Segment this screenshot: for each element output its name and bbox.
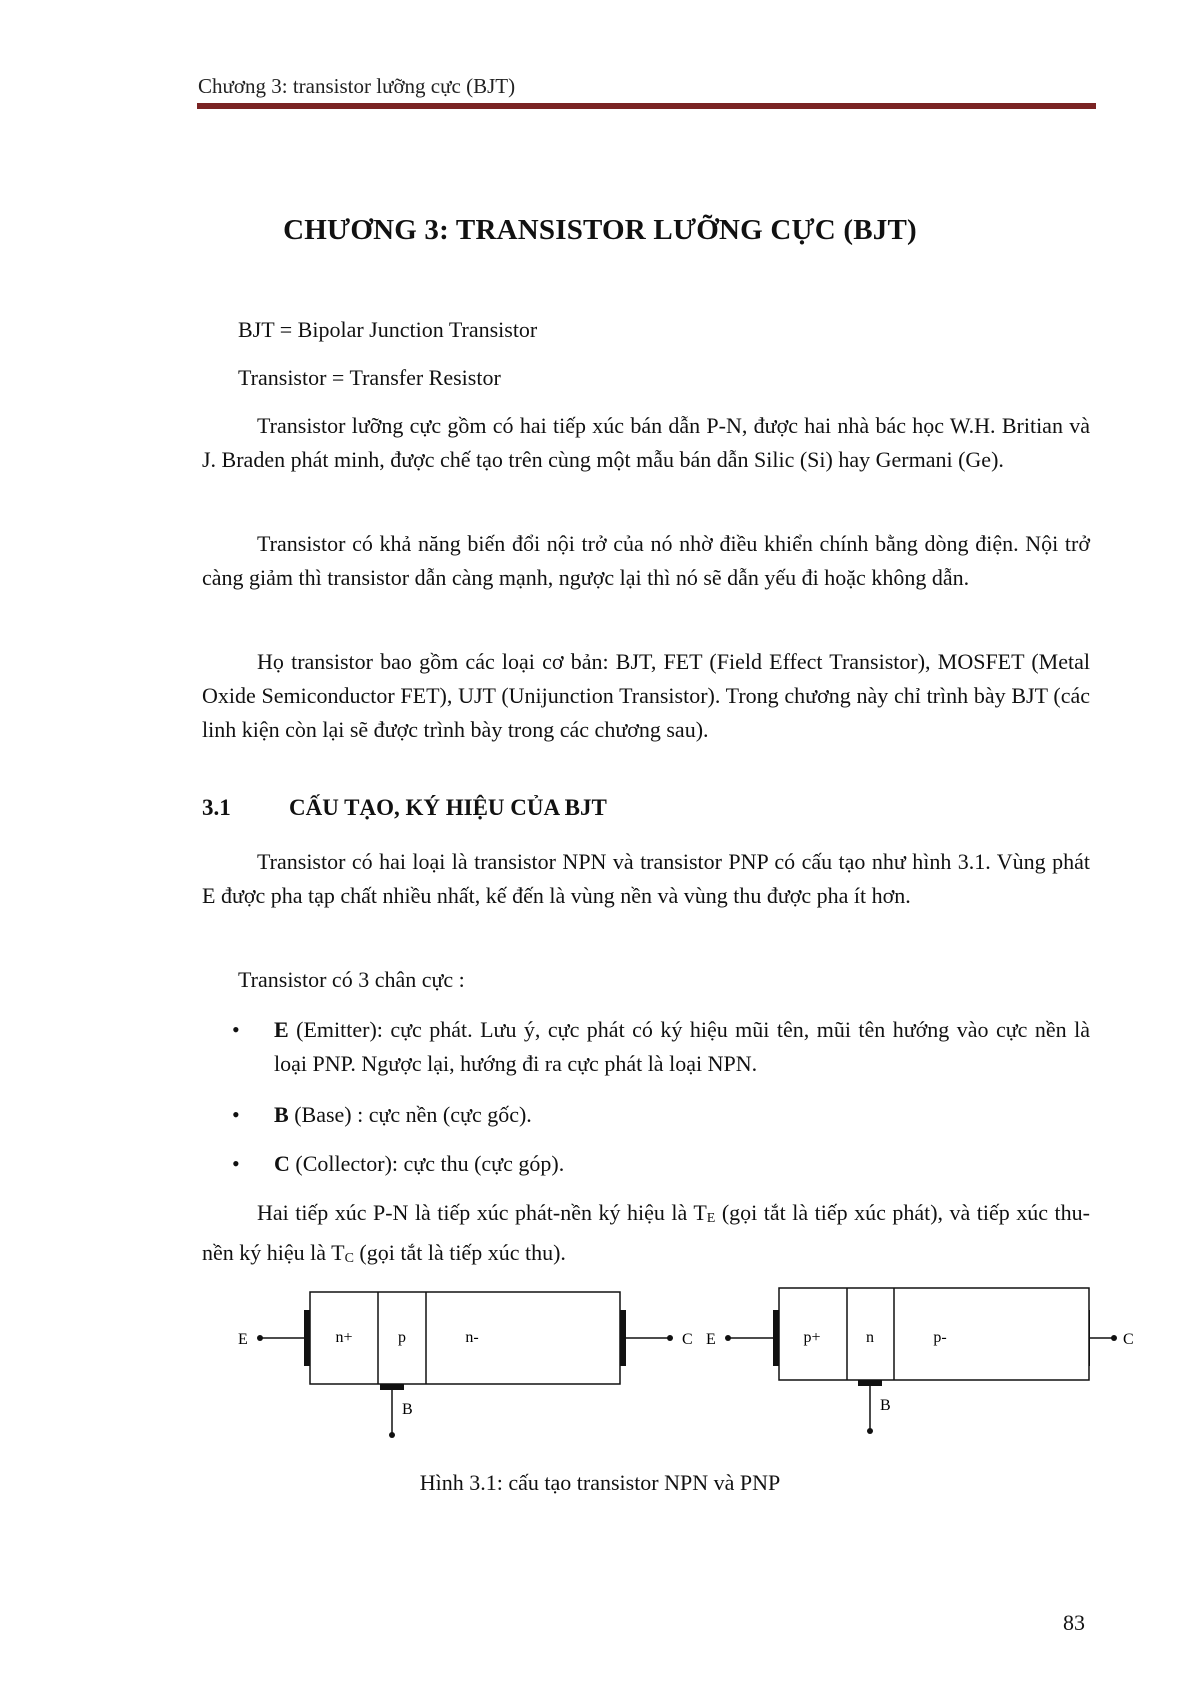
pnp-emitter-label: E bbox=[706, 1331, 716, 1348]
bullet-term: E bbox=[274, 1017, 289, 1042]
subscript-c: C bbox=[344, 1251, 354, 1266]
pnp-base-contact bbox=[858, 1380, 882, 1386]
definition-transistor: Transistor = Transfer Resistor bbox=[238, 365, 501, 390]
bullet-base bbox=[202, 1098, 1090, 1132]
pnp-collector-label: C bbox=[1123, 1331, 1134, 1348]
junctions-text-3: (gọi tắt là tiếp xúc thu). bbox=[353, 1240, 566, 1265]
npn-base-label: B bbox=[402, 1401, 413, 1418]
figure-caption: Hình 3.1: cấu tạo transistor NPN và PNP bbox=[419, 1470, 781, 1495]
terminals-intro: Transistor có 3 chân cực : bbox=[238, 967, 465, 992]
bullet-text bbox=[274, 1098, 1090, 1132]
header-rule bbox=[197, 103, 1096, 109]
running-header: Chương 3: transistor lưỡng cực (BJT) bbox=[198, 74, 516, 98]
junctions-text-1: Hai tiếp xúc P-N là tiếp xúc phát-nền ký hiệu là T bbox=[257, 1200, 707, 1225]
bullet-collector bbox=[202, 1147, 1090, 1181]
paragraph-3: Họ transistor bao gồm các loại cơ bản: BJT, FET (Field Effect Transistor), MOSFET (Metal Oxide Semiconductor FET), UJT (Unijunction Transistor). Trong chương này chỉ trình bày BJT (các linh kiện còn lại sẽ được trình bày trong các chương sau). bbox=[202, 649, 1090, 742]
subscript-e: E bbox=[706, 1211, 716, 1226]
pnp-collector-dot bbox=[1111, 1335, 1117, 1341]
npn-region-collector: n- bbox=[465, 1329, 479, 1346]
section-title: CẤU TẠO, KÝ HIỆU CỦA BJT bbox=[289, 795, 607, 820]
pnp-diagram bbox=[706, 1288, 1090, 1380]
npn-collector-dot bbox=[667, 1335, 673, 1341]
npn-emitter-label: E bbox=[238, 1331, 248, 1348]
paragraph-2: Transistor có khả năng biến đổi nội trở của nó nhờ điều khiển chính bằng dòng điện. Nội trở càng giảm thì transistor dẫn càng mạnh, ngược lại thì nó sẽ dẫn yếu đi hoặc không dẫn. bbox=[202, 531, 1090, 590]
bullet-dot: • bbox=[232, 1102, 240, 1127]
bullet-desc: (Emitter): cực phát. Lưu ý, cực phát có ký hiệu mũi tên, mũi tên hướng vào cực nền là loại PNP. Ngược lại, hướng đi ra cực phát là loại NPN. bbox=[274, 1017, 1090, 1076]
pnp-base-terminal bbox=[850, 1380, 910, 1450]
junctions-text-2: (gọi tắt là tiếp xúc phát), và tiếp xúc thu-nền ký hiệu là T bbox=[202, 1200, 1090, 1265]
bullet-dot: • bbox=[232, 1151, 240, 1176]
page-number: 83 bbox=[1063, 1610, 1085, 1635]
pnp-base-label: B bbox=[880, 1397, 891, 1414]
section-heading bbox=[202, 795, 607, 821]
npn-collector-contact bbox=[620, 1310, 626, 1366]
bullet-term: C bbox=[274, 1151, 290, 1176]
npn-emitter-contact bbox=[304, 1310, 310, 1366]
npn-region-base: p bbox=[398, 1329, 406, 1346]
pnp-emitter-contact bbox=[773, 1310, 779, 1366]
junctions-paragraph bbox=[202, 1196, 1090, 1276]
pnp-region-emitter: p+ bbox=[803, 1329, 821, 1346]
npn-diagram bbox=[238, 1292, 693, 1438]
paragraph-1: Transistor lưỡng cực gồm có hai tiếp xúc bán dẫn P-N, được hai nhà bác học W.H. Britian và J. Braden phát minh, được chế tạo trên cùng một mẫu bán dẫn Silic (Si) hay Germani (Ge). bbox=[202, 413, 1090, 472]
npn-region-emitter: n+ bbox=[335, 1329, 353, 1346]
section-number: 3.1 bbox=[202, 795, 231, 820]
pnp-collector-terminal bbox=[1090, 1270, 1140, 1450]
bullet-desc: (Base) : cực nền (cực gốc). bbox=[288, 1102, 532, 1127]
bullet-emitter bbox=[202, 1013, 1090, 1081]
bullet-dot: • bbox=[232, 1017, 240, 1042]
definition-bjt: BJT = Bipolar Junction Transistor bbox=[238, 317, 538, 342]
bullet-desc: (Collector): cực thu (cực góp). bbox=[289, 1151, 565, 1176]
bullet-term: B bbox=[274, 1102, 289, 1127]
bullet-text bbox=[274, 1147, 1090, 1181]
bullet-text bbox=[274, 1013, 1090, 1081]
npn-base-contact bbox=[380, 1384, 404, 1390]
npn-collector-label: C bbox=[682, 1331, 693, 1348]
chapter-title: CHƯƠNG 3: TRANSISTOR LƯỠNG CỰC (BJT) bbox=[283, 214, 917, 246]
section-intro: Transistor có hai loại là transistor NPN và transistor PNP có cấu tạo như hình 3.1. Vùng phát E được pha tạp chất nhiều nhất, kế đến là vùng nền và vùng thu được pha ít hơn. bbox=[202, 849, 1090, 908]
pnp-region-base: n bbox=[866, 1329, 874, 1346]
pnp-base-dot bbox=[867, 1428, 873, 1434]
figure-transistor-structure bbox=[220, 1270, 1090, 1450]
npn-base-dot bbox=[389, 1432, 395, 1438]
pnp-region-collector: p- bbox=[933, 1329, 947, 1346]
